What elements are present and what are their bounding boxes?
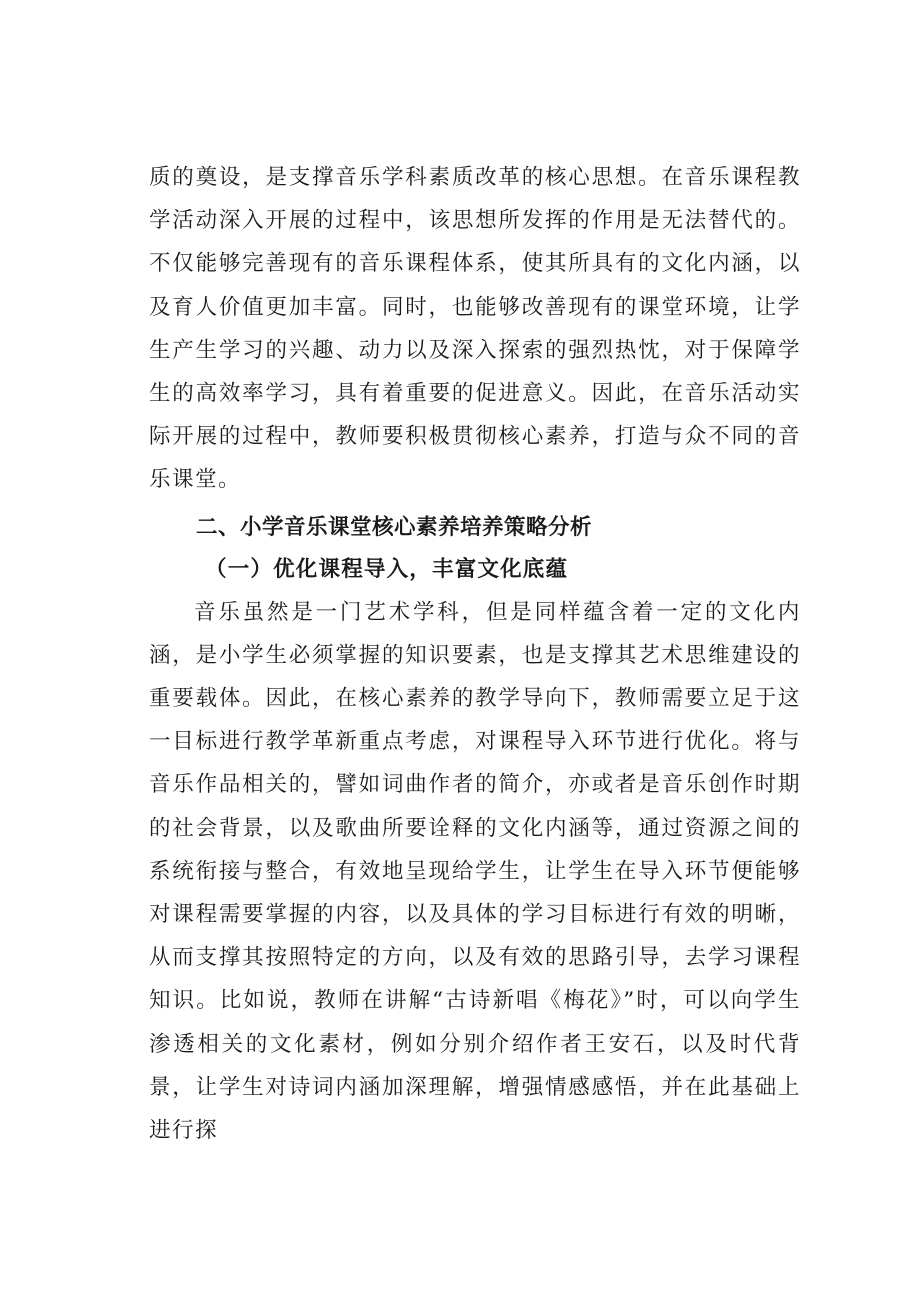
section-heading: 二、小学音乐课堂核心素养培养策略分析 [196, 514, 593, 540]
subsection-heading: （一）优化课程导入，丰富文化底蕴 [205, 556, 569, 582]
body-paragraph: 质的奠设，是支撑音乐学科素质改革的核心思想。在音乐课程教学活动深入开展的过程中，该思想所发挥的作用是无法替代的。不仅能够完善现有的音乐课程体系，使其所具有的文化内涵，以及育人价值更加丰富。同时，也能够改善现有的课堂环境，让学生产生学习的兴趣、动力以及深入探索的强烈热忱，对于保障学生的高效率学习，具有着重要的促进意义。因此，在音乐活动实际开展的过程中，教师要积极贯彻核心素养，打造与众不同的音乐课堂。 [149, 165, 801, 493]
document-body [149, 156, 801, 1152]
body-paragraph: 音乐虽然是一门艺术学科，但是同样蕴含着一定的文化内涵，是小学生必须掌握的知识要素，也是支撑其艺术思维建设的重要载体。因此，在核心素养的教学导向下，教师需要立足于这一目标进行教学革新重点考虑，对课程导入环节进行优化。将与音乐作品相关的，譬如词曲作者的简介，亦或者是音乐创作时期的社会背景，以及歌曲所要诠释的文化内涵等，通过资源之间的系统衔接与整合，有效地呈现给学生，让学生在导入环节便能够对课程需要掌握的内容，以及具体的学习目标进行有效的明晰，从而支撑其按照特定的方向，以及有效的思路引导，去学习课程知识。比如说，教师在讲解“古诗新唱《梅花》”时，可以向学生渗透相关的文化素材，例如分别介绍作者王安石，以及时代背景，让学生对诗词内涵加深理解，增强情感感悟，并在此基础上进行探 [149, 599, 801, 1144]
